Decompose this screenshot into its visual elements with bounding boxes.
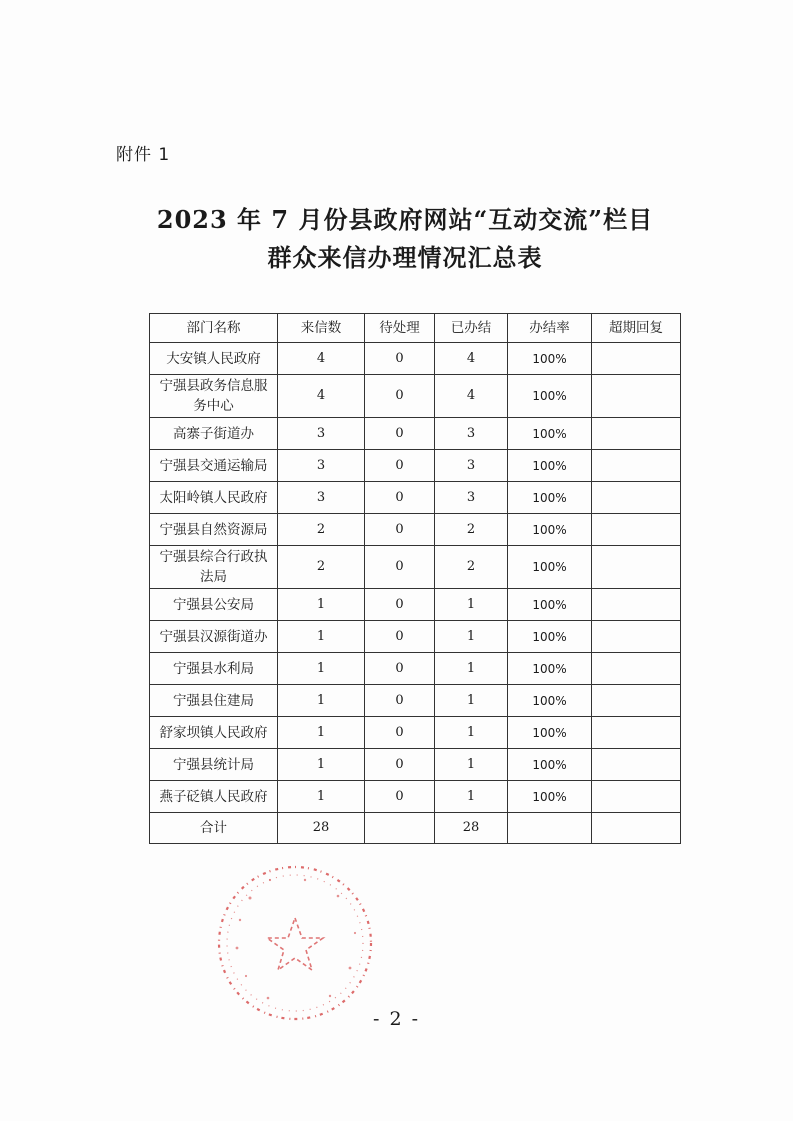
cell-overdue — [592, 375, 681, 418]
header-department: 部门名称 — [150, 314, 278, 343]
cell-pending: 0 — [365, 621, 435, 653]
cell-rate: 100% — [508, 450, 592, 482]
attachment-label: 附件 1 — [116, 145, 171, 165]
cell-rate: 100% — [508, 589, 592, 621]
cell-overdue — [592, 685, 681, 717]
cell-rate: 100% — [508, 717, 592, 749]
table-row — [150, 781, 681, 813]
cell-pending: 0 — [365, 450, 435, 482]
cell-rate: 100% — [508, 685, 592, 717]
cell-done: 1 — [435, 589, 508, 621]
cell-pending: 0 — [365, 749, 435, 781]
cell-overdue — [592, 418, 681, 450]
cell-department: 宁强县自然资源局 — [150, 514, 278, 546]
cell-rate: 100% — [508, 418, 592, 450]
cell-overdue — [592, 482, 681, 514]
cell-done: 2 — [435, 514, 508, 546]
total-label: 合计 — [150, 813, 278, 844]
cell-pending: 0 — [365, 653, 435, 685]
cell-overdue — [592, 343, 681, 375]
cell-overdue — [592, 546, 681, 589]
cell-received: 4 — [278, 343, 365, 375]
cell-done: 4 — [435, 375, 508, 418]
cell-rate: 100% — [508, 482, 592, 514]
table-row — [150, 450, 681, 482]
cell-department: 高寨子街道办 — [150, 418, 278, 450]
cell-pending: 0 — [365, 482, 435, 514]
header-overdue: 超期回复 — [592, 314, 681, 343]
cell-rate: 100% — [508, 653, 592, 685]
cell-department: 宁强县政务信息服务中心 — [150, 375, 278, 418]
table-row — [150, 749, 681, 781]
cell-done: 3 — [435, 482, 508, 514]
cell-department: 大安镇人民政府 — [150, 343, 278, 375]
cell-pending: 0 — [365, 717, 435, 749]
table-row — [150, 589, 681, 621]
total-pending — [365, 813, 435, 844]
cell-rate: 100% — [508, 546, 592, 589]
cell-overdue — [592, 514, 681, 546]
cell-department: 燕子砭镇人民政府 — [150, 781, 278, 813]
table-row — [150, 343, 681, 375]
cell-pending: 0 — [365, 781, 435, 813]
page-number: - 2 - — [372, 1008, 420, 1030]
table-total-row — [150, 813, 681, 844]
table-row — [150, 418, 681, 450]
cell-done: 3 — [435, 418, 508, 450]
cell-department: 太阳岭镇人民政府 — [150, 482, 278, 514]
total-overdue — [592, 813, 681, 844]
total-received: 28 — [278, 813, 365, 844]
cell-received: 3 — [278, 450, 365, 482]
cell-received: 1 — [278, 685, 365, 717]
cell-overdue — [592, 749, 681, 781]
cell-department: 宁强县住建局 — [150, 685, 278, 717]
cell-overdue — [592, 781, 681, 813]
cell-pending: 0 — [365, 685, 435, 717]
cell-rate: 100% — [508, 621, 592, 653]
cell-received: 3 — [278, 418, 365, 450]
cell-overdue — [592, 589, 681, 621]
official-seal-icon — [210, 858, 380, 1028]
cell-overdue — [592, 621, 681, 653]
cell-done: 1 — [435, 781, 508, 813]
cell-pending: 0 — [365, 375, 435, 418]
cell-overdue — [592, 450, 681, 482]
cell-department: 宁强县汉源街道办 — [150, 621, 278, 653]
cell-overdue — [592, 653, 681, 685]
cell-overdue — [592, 717, 681, 749]
cell-done: 3 — [435, 450, 508, 482]
cell-received: 2 — [278, 546, 365, 589]
cell-rate: 100% — [508, 343, 592, 375]
cell-department: 宁强县公安局 — [150, 589, 278, 621]
header-done: 已办结 — [435, 314, 508, 343]
header-received: 来信数 — [278, 314, 365, 343]
cell-received: 2 — [278, 514, 365, 546]
cell-pending: 0 — [365, 589, 435, 621]
cell-received: 1 — [278, 653, 365, 685]
cell-rate: 100% — [508, 781, 592, 813]
table-row — [150, 482, 681, 514]
table-row — [150, 375, 681, 418]
summary-table — [149, 313, 681, 844]
cell-rate: 100% — [508, 375, 592, 418]
cell-received: 4 — [278, 375, 365, 418]
header-rate: 办结率 — [508, 314, 592, 343]
cell-department: 宁强县交通运输局 — [150, 450, 278, 482]
cell-department: 宁强县综合行政执法局 — [150, 546, 278, 589]
cell-received: 1 — [278, 717, 365, 749]
document-title-line-2: 群众来信办理情况汇总表 — [267, 243, 543, 272]
cell-received: 1 — [278, 749, 365, 781]
cell-done: 1 — [435, 621, 508, 653]
cell-rate: 100% — [508, 514, 592, 546]
cell-done: 1 — [435, 717, 508, 749]
cell-department: 宁强县水利局 — [150, 653, 278, 685]
table-row — [150, 514, 681, 546]
cell-received: 1 — [278, 621, 365, 653]
table-header-row — [150, 314, 681, 343]
table-row — [150, 621, 681, 653]
cell-rate: 100% — [508, 749, 592, 781]
cell-pending: 0 — [365, 343, 435, 375]
cell-done: 4 — [435, 343, 508, 375]
table-row — [150, 717, 681, 749]
cell-pending: 0 — [365, 418, 435, 450]
total-rate — [508, 813, 592, 844]
total-done: 28 — [435, 813, 508, 844]
cell-received: 1 — [278, 781, 365, 813]
cell-done: 2 — [435, 546, 508, 589]
table-row — [150, 546, 681, 589]
cell-received: 3 — [278, 482, 365, 514]
cell-done: 1 — [435, 685, 508, 717]
cell-received: 1 — [278, 589, 365, 621]
cell-pending: 0 — [365, 514, 435, 546]
cell-department: 宁强县统计局 — [150, 749, 278, 781]
cell-done: 1 — [435, 749, 508, 781]
header-pending: 待处理 — [365, 314, 435, 343]
table-row — [150, 685, 681, 717]
cell-department: 舒家坝镇人民政府 — [150, 717, 278, 749]
cell-done: 1 — [435, 653, 508, 685]
document-title-line-1: 2023 年 7 月份县政府网站“互动交流”栏目 — [156, 205, 654, 234]
cell-pending: 0 — [365, 546, 435, 589]
table-row — [150, 653, 681, 685]
